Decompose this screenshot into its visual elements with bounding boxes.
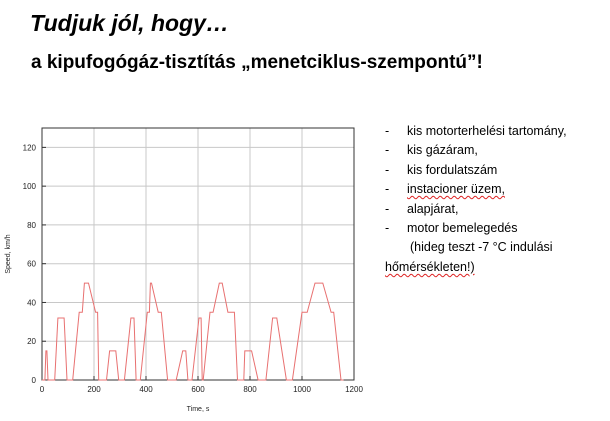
bullet-dash: - xyxy=(385,182,390,197)
label-layer xyxy=(5,143,363,413)
bullet-item xyxy=(385,161,610,180)
slide-title: Tudjuk jól, hogy… xyxy=(30,10,229,36)
speed-series-line xyxy=(42,283,344,380)
bullet-note-line1: (hideg teszt -7 °C indulási xyxy=(410,240,553,255)
bullet-text: kis gázáram, xyxy=(407,143,478,158)
bullet-item xyxy=(385,219,610,238)
bullet-text: kis fordulatszám xyxy=(407,162,498,177)
y-tick-label: 0 xyxy=(31,376,36,385)
bullet-text: kis motorterhelési tartomány, xyxy=(407,124,567,138)
y-tick-label: 60 xyxy=(27,259,36,269)
bullet-item xyxy=(385,200,610,219)
bullet-dash: - xyxy=(385,124,390,138)
bullet-dash: - xyxy=(385,221,390,236)
x-tick-label: 0 xyxy=(39,385,45,394)
x-tick-label: 600 xyxy=(191,385,205,394)
bullet-dash: - xyxy=(385,162,390,177)
y-tick-label: 20 xyxy=(27,337,36,347)
y-tick-label: 80 xyxy=(27,220,36,230)
bullet-item xyxy=(385,180,610,199)
y-tick-label: 120 xyxy=(22,143,36,153)
bullet-item xyxy=(385,141,610,160)
bullet-list xyxy=(385,122,610,277)
x-tick-label: 1000 xyxy=(293,385,311,394)
x-tick-label: 800 xyxy=(243,385,257,394)
x-axis-label: Time, s xyxy=(186,406,210,413)
bullet-note-line2: hőmérsékleten!) xyxy=(385,259,475,274)
bullet-item xyxy=(385,122,610,141)
y-tick-label: 100 xyxy=(22,182,36,192)
series-layer xyxy=(42,283,344,380)
y-tick-label: 40 xyxy=(27,298,36,308)
bullet-text: motor bemelegedés xyxy=(407,221,518,236)
y-axis-label: Speed, km/h xyxy=(5,234,12,274)
bullet-text: alapjárat, xyxy=(407,201,459,216)
speed-time-chart xyxy=(0,120,375,420)
x-tick-label: 200 xyxy=(87,385,101,394)
x-tick-label: 400 xyxy=(139,385,153,394)
bullet-dash: - xyxy=(385,201,390,216)
bullet-dash: - xyxy=(385,143,390,158)
x-tick-label: 1200 xyxy=(345,385,363,394)
grid-layer xyxy=(42,128,354,380)
bullet-text: instacioner üzem, xyxy=(407,182,505,197)
slide-subtitle: a kipufogógáz-tisztítás „menetciklus-szempontú”! xyxy=(31,52,483,73)
